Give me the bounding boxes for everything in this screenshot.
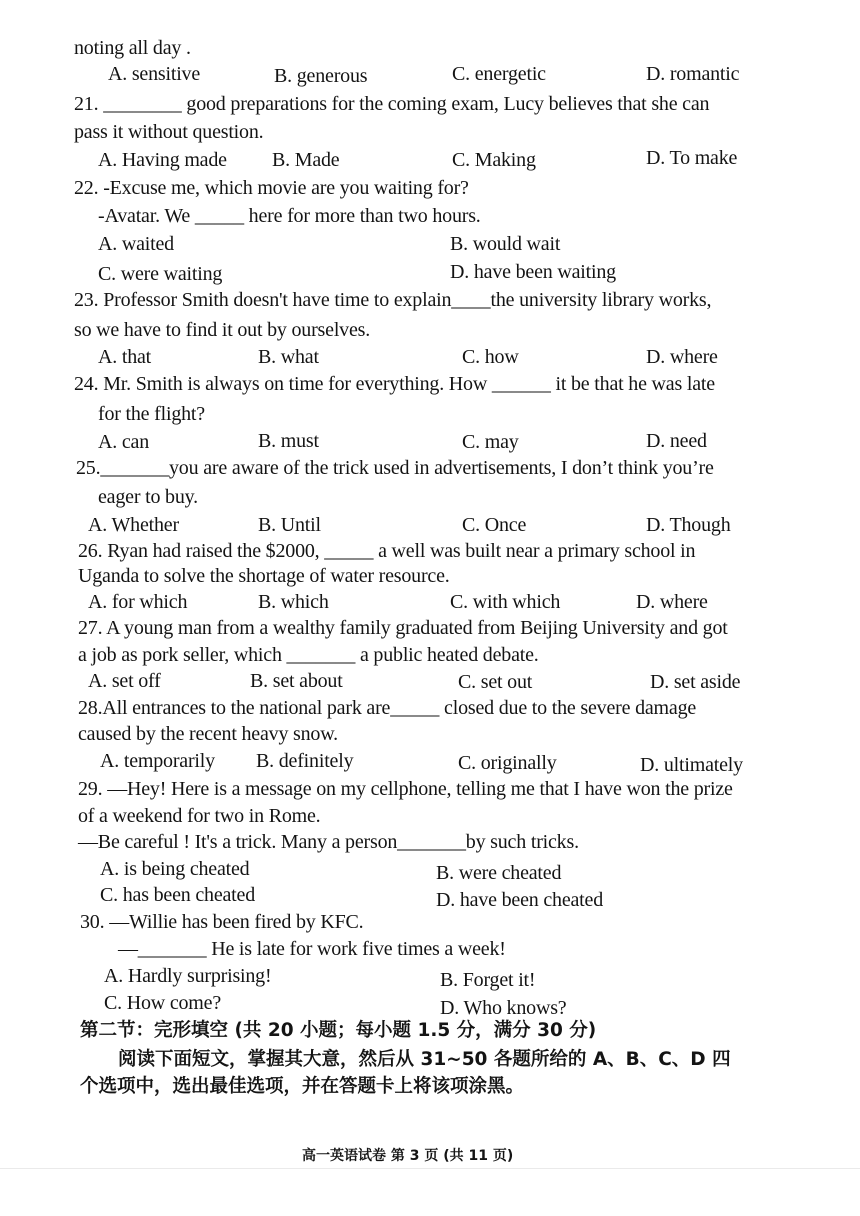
- text-line: 28.All entrances to the national park are_____ closed due to the severe damage: [78, 697, 697, 719]
- text-line: A. that: [98, 346, 152, 368]
- text-line: C. set out: [458, 671, 533, 693]
- text-line: 24. Mr. Smith is always on time for everything. How ______ it be that he was late: [74, 373, 715, 395]
- text-line: D. need: [646, 430, 707, 452]
- text-line: B. Made: [272, 149, 340, 171]
- text-line: 26. Ryan had raised the $2000, _____ a well was built near a primary school in: [78, 540, 696, 562]
- section-instruction-line-1: 阅读下面短文，掌握其大意，然后从 31~50 各题所给的 A、B、C、D 四: [118, 1049, 731, 1070]
- section-instruction-line-2: 个选项中，选出最佳选项，并在答题卡上将该项涂黑。: [80, 1076, 525, 1097]
- text-line: A. Hardly surprising!: [104, 965, 272, 987]
- text-line: D. ultimately: [640, 754, 743, 776]
- text-line: 30. —Willie has been fired by KFC.: [80, 911, 364, 933]
- bottom-divider: [0, 1168, 860, 1169]
- text-line: D. set aside: [650, 671, 741, 693]
- page-footer: 高一英语试卷 第 3 页 (共 11 页): [302, 1148, 514, 1164]
- text-line: 25._______you are aware of the trick used in advertisements, I don’t think you’re: [76, 457, 714, 479]
- text-line: caused by the recent heavy snow.: [78, 723, 338, 745]
- text-line: A. is being cheated: [100, 858, 250, 880]
- text-line: —_______ He is late for work five times a week!: [118, 938, 506, 960]
- text-line: B. definitely: [256, 750, 354, 772]
- text-line: D. To make: [646, 147, 738, 169]
- text-line: A. can: [98, 431, 149, 453]
- text-line: for the flight?: [98, 403, 205, 425]
- text-line: D. where: [646, 346, 718, 368]
- text-line: 29. —Hey! Here is a message on my cellphone, telling me that I have won the prize: [78, 778, 733, 800]
- text-line: B. Forget it!: [440, 969, 536, 991]
- text-line: B. were cheated: [436, 862, 562, 884]
- text-line: C. How come?: [104, 992, 222, 1014]
- text-line: C. may: [462, 431, 519, 453]
- text-line: 22. -Excuse me, which movie are you waiting for?: [74, 177, 469, 199]
- text-line: C. energetic: [452, 63, 546, 85]
- text-line: eager to buy.: [98, 486, 198, 508]
- text-line: B. Until: [258, 514, 321, 536]
- text-line: 27. A young man from a wealthy family graduated from Beijing University and got: [78, 617, 728, 639]
- text-line: a job as pork seller, which _______ a public heated debate.: [78, 644, 539, 666]
- text-line: D. have been cheated: [436, 889, 604, 911]
- text-line: -Avatar. We _____ here for more than two hours.: [98, 205, 481, 227]
- text-line: noting all day .: [74, 37, 191, 59]
- text-line: B. generous: [274, 65, 368, 87]
- text-line: C. with which: [450, 591, 561, 613]
- text-line: D. where: [636, 591, 708, 613]
- text-line: B. would wait: [450, 233, 561, 255]
- text-line: —Be careful ! It's a trick. Many a person_______by such tricks.: [78, 831, 579, 853]
- text-line: D. romantic: [646, 63, 740, 85]
- text-line: C. has been cheated: [100, 884, 256, 906]
- text-line: 23. Professor Smith doesn't have time to explain____the university library works,: [74, 289, 712, 311]
- text-line: A. Having made: [98, 149, 227, 171]
- text-line: D. Though: [646, 514, 731, 536]
- text-line: B. what: [258, 346, 319, 368]
- text-line: A. temporarily: [100, 750, 215, 772]
- text-line: pass it without question.: [74, 121, 264, 143]
- text-line: A. set off: [88, 670, 161, 692]
- text-line: A. for which: [88, 591, 188, 613]
- text-line: C. originally: [458, 752, 557, 774]
- text-line: A. Whether: [88, 514, 179, 536]
- text-line: Uganda to solve the shortage of water resource.: [78, 565, 450, 587]
- section-heading: 第二节：完形填空 (共 20 小题；每小题 1.5 分，满分 30 分): [80, 1020, 597, 1041]
- text-line: so we have to find it out by ourselves.: [74, 319, 371, 341]
- text-line: A. waited: [98, 233, 174, 255]
- text-line: C. were waiting: [98, 263, 223, 285]
- text-line: C. Once: [462, 514, 527, 536]
- text-line: B. must: [258, 430, 319, 452]
- text-line: C. Making: [452, 149, 536, 171]
- text-line: C. how: [462, 346, 519, 368]
- text-line: D. Who knows?: [440, 997, 567, 1019]
- text-line: B. which: [258, 591, 329, 613]
- text-line: of a weekend for two in Rome.: [78, 805, 321, 827]
- text-line: 21. ________ good preparations for the coming exam, Lucy believes that she can: [74, 93, 710, 115]
- text-line: D. have been waiting: [450, 261, 616, 283]
- text-line: A. sensitive: [108, 63, 201, 85]
- text-line: B. set about: [250, 670, 343, 692]
